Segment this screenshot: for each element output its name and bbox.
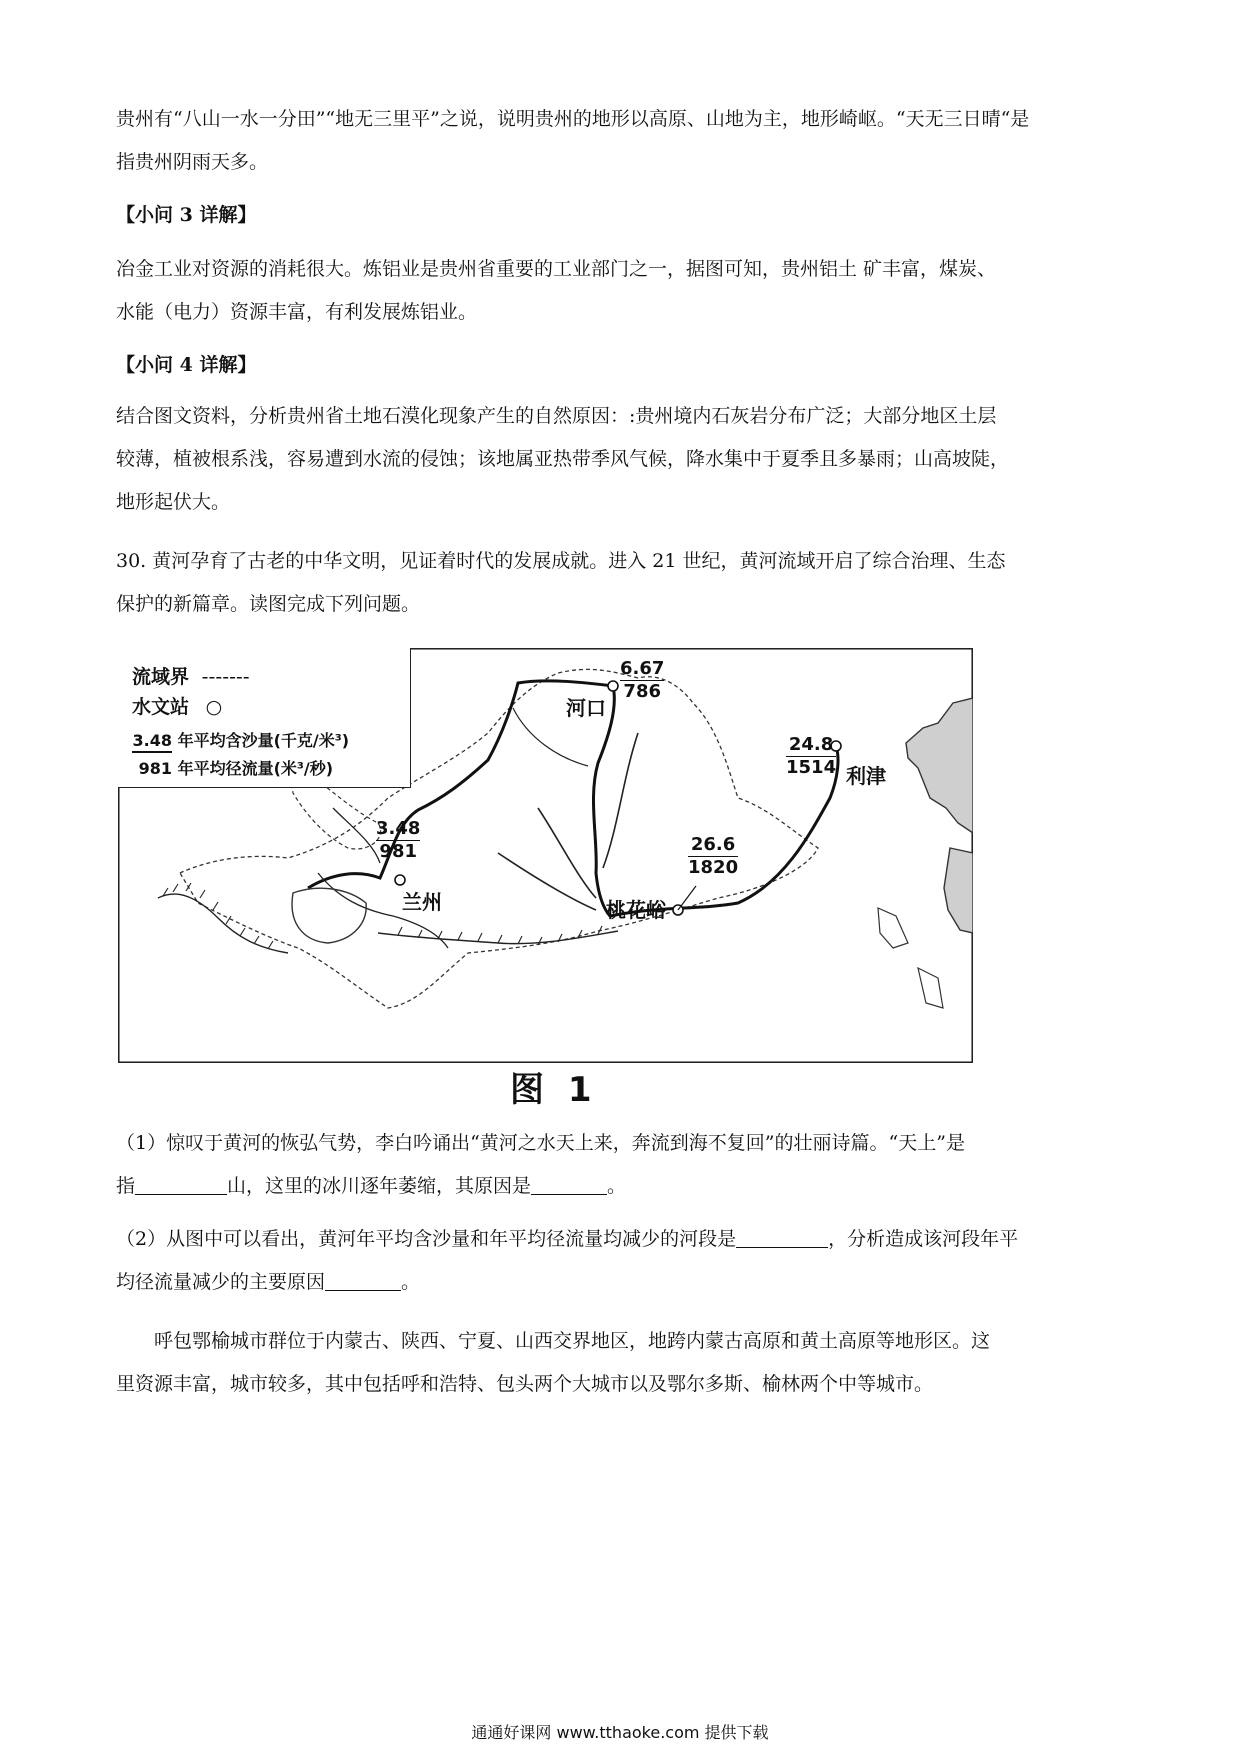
- map-legend: [118, 648, 411, 788]
- mountain-range-qinling: [378, 931, 618, 944]
- legend-sediment-example: 3.48: [132, 731, 172, 750]
- text-line: 里资源丰富，城市较多，其中包括呼和浩特、包头两个大城市以及鄂尔多斯、榆林两个中等城市。: [116, 1373, 934, 1395]
- legend-boundary-symbol: -------: [201, 666, 250, 688]
- legend-station: [132, 692, 222, 719]
- legend-fraction-line: [132, 751, 172, 753]
- legend-station-symbol: ○: [205, 696, 223, 718]
- upper-tributary: [333, 808, 380, 863]
- text-line: 呼包鄂榆城市群位于内蒙古、陕西、宁夏、山西交界地区，地跨内蒙古高原和黄土高原等地形区。这: [154, 1330, 991, 1352]
- station-lanzhou-values: [376, 818, 420, 863]
- legend-runoff-example: 981: [138, 759, 172, 778]
- question-1: [116, 1122, 1126, 1208]
- legend-sediment: [132, 728, 349, 751]
- question-30-intro: [116, 540, 1126, 626]
- answer-blank-cause[interactable]: [325, 1272, 401, 1291]
- text-fragment: 均径流量减少的主要原因: [116, 1271, 326, 1293]
- text-fragment: （2）从图中可以看出，黄河年平均含沙量和年平均径流量均减少的河段是: [116, 1228, 737, 1250]
- text-fragment: 。: [401, 1271, 421, 1293]
- paragraph-guizhou-terrain: [116, 98, 1126, 184]
- text-fragment: 山，这里的冰川逐年萎缩，其原因是: [227, 1175, 532, 1197]
- text-line: 冶金工业对资源的消耗很大。炼铝业是贵州省重要的工业部门之一，据图可知，贵州铝土 矿丰富，煤炭、: [116, 258, 997, 280]
- station-runoff: 1514: [786, 757, 837, 778]
- heading-q4: 【小问 4 详解】: [116, 354, 257, 376]
- station-runoff: 1820: [688, 857, 739, 878]
- text-line: 指贵州阴雨天多。: [116, 151, 269, 173]
- station-lanzhou-name: 兰州: [402, 890, 442, 914]
- text-fragment: 。: [607, 1175, 627, 1197]
- text-line: （1）惊叹于黄河的恢弘气势，李白吟诵出“黄河之水天上来，奔流到海不复回”的壮丽诗篇。“天上”是: [116, 1132, 965, 1154]
- station-lijin-name: 利津: [846, 764, 886, 788]
- text-line: [116, 1165, 1126, 1208]
- tributary-fen: [603, 733, 638, 868]
- station-hekou-values: [620, 658, 664, 703]
- station-lijin-values: [786, 734, 836, 779]
- peninsula-land: [944, 848, 973, 933]
- station-lanzhou-marker: [395, 875, 405, 885]
- text-line: 贵州有“八山一水一分田”“地无三里平”之说，说明贵州的地形以高原、山地为主，地形崎岖。“天无三日晴“是: [116, 108, 1030, 130]
- yellow-river-map: [118, 648, 973, 1063]
- paragraph-city-cluster: [116, 1320, 1126, 1406]
- station-sediment: 24.8: [786, 734, 836, 757]
- paragraph-q4: [116, 395, 1126, 524]
- page-footer: 通通好课网 www.tthaoke.com 提供下载: [471, 1723, 769, 1742]
- text-line: 地形起伏大。: [116, 491, 231, 513]
- legend-boundary-label: 流域界: [132, 666, 190, 688]
- text-fragment: 指: [116, 1175, 136, 1197]
- legend-sediment-label: 年平均含沙量(千克/米³): [177, 731, 350, 750]
- station-taohuayu-values: [688, 834, 738, 879]
- source-lake-area: [292, 888, 366, 943]
- station-sediment: 6.67: [620, 658, 665, 679]
- text-line: [116, 1261, 1126, 1304]
- answer-blank-mountain[interactable]: [135, 1176, 227, 1195]
- station-taohuayu-name: 桃花峪: [606, 898, 666, 922]
- legend-runoff: [132, 756, 333, 779]
- question-2: [116, 1218, 1126, 1304]
- tributary-wei: [498, 853, 596, 910]
- figure-caption: 图 1: [510, 1070, 598, 1110]
- coast-fragment: [918, 968, 943, 1008]
- answer-blank-section[interactable]: [736, 1229, 828, 1248]
- text-line: [116, 1218, 1126, 1261]
- text-line: 30. 黄河孕育了古老的中华文明，见证着时代的发展成就。进入 21 世纪，黄河流域开启了综合治理、生态: [116, 550, 1006, 572]
- station-hekou-name: 河口: [566, 696, 606, 720]
- text-fragment: ，分析造成该河段年平: [828, 1228, 1019, 1250]
- text-line: 保护的新篇章。读图完成下列问题。: [116, 593, 421, 615]
- station-runoff: 981: [379, 841, 417, 862]
- text-line: 较薄，植被根系浅，容易遭到水流的侵蚀；该地属亚热带季风气候，降水集中于夏季且多暴雨；山高坡陡，: [116, 448, 1010, 470]
- legend-station-label: 水文站: [132, 696, 190, 718]
- station-hekou-marker: [608, 681, 618, 691]
- text-line: 水能（电力）资源丰富，有利发展炼铝业。: [116, 301, 478, 323]
- text-line: 结合图文资料，分析贵州省土地石漠化现象产生的自然原因：:贵州境内石灰岩分布广泛；大部分地区土层: [116, 405, 997, 427]
- station-sediment: 26.6: [688, 834, 738, 857]
- mountain-range: [158, 894, 288, 953]
- paragraph-q3: [116, 248, 1126, 334]
- legend-runoff-label: 年平均径流量(米³/秒): [177, 759, 334, 778]
- mountain-ticks: [163, 883, 602, 949]
- heading-q3: 【小问 3 详解】: [116, 204, 257, 226]
- station-runoff: 786: [623, 681, 661, 702]
- coast-fragment: [878, 908, 908, 948]
- legend-boundary: [132, 662, 250, 689]
- answer-blank-reason[interactable]: [531, 1176, 607, 1195]
- coastal-land: [906, 698, 973, 833]
- station-sediment: 3.48: [376, 818, 421, 839]
